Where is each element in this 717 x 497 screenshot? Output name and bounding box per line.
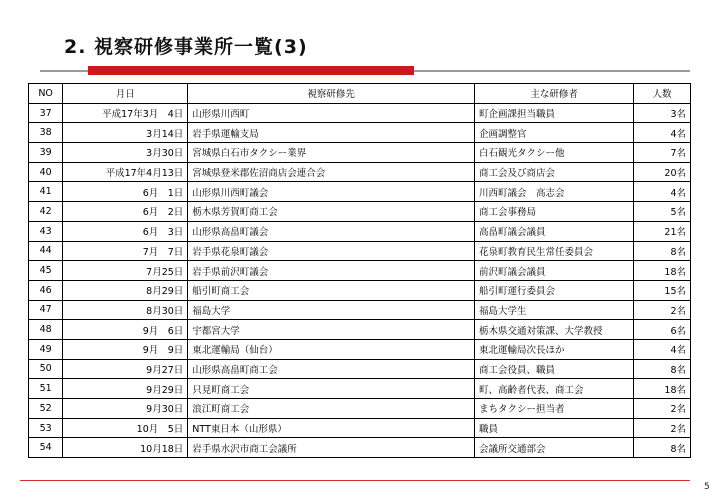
cell-main-participants: 職員 bbox=[475, 418, 634, 438]
table-row bbox=[29, 221, 691, 241]
cell-no: 47 bbox=[29, 300, 63, 320]
table-row bbox=[29, 103, 691, 123]
cell-main-participants: 商工会及び商店会 bbox=[475, 162, 634, 182]
cell-date: 10月 5日 bbox=[63, 418, 188, 438]
header-date: 月日 bbox=[63, 84, 188, 104]
table-row bbox=[29, 399, 691, 419]
cell-destination: 山形県高畠町議会 bbox=[188, 221, 475, 241]
cell-destination: 浪江町商工会 bbox=[188, 399, 475, 419]
cell-destination: 岩手県花泉町議会 bbox=[188, 241, 475, 261]
cell-main-participants: 東北運輸局次長ほか bbox=[475, 339, 634, 359]
cell-count: 4名 bbox=[634, 123, 691, 143]
cell-count: 21名 bbox=[634, 221, 691, 241]
table-row bbox=[29, 241, 691, 261]
cell-date: 3月14日 bbox=[63, 123, 188, 143]
cell-date: 6月 1日 bbox=[63, 182, 188, 202]
cell-no: 48 bbox=[29, 320, 63, 340]
header-destination: 視察研修先 bbox=[188, 84, 475, 104]
cell-count: 4名 bbox=[634, 182, 691, 202]
cell-no: 44 bbox=[29, 241, 63, 261]
cell-no: 40 bbox=[29, 162, 63, 182]
table-body bbox=[29, 103, 691, 457]
cell-destination: 福島大学 bbox=[188, 300, 475, 320]
cell-main-participants: 企画調整官 bbox=[475, 123, 634, 143]
cell-date: 6月 2日 bbox=[63, 202, 188, 222]
cell-no: 51 bbox=[29, 379, 63, 399]
visit-list-table bbox=[28, 83, 691, 458]
cell-no: 43 bbox=[29, 221, 63, 241]
table-row bbox=[29, 123, 691, 143]
cell-date: 7月25日 bbox=[63, 261, 188, 281]
cell-destination: 岩手県前沢町議会 bbox=[188, 261, 475, 281]
table-row bbox=[29, 182, 691, 202]
cell-no: 54 bbox=[29, 438, 63, 458]
footer-divider bbox=[20, 480, 690, 481]
cell-main-participants: 川西町議会 高志会 bbox=[475, 182, 634, 202]
cell-count: 15名 bbox=[634, 280, 691, 300]
table-row bbox=[29, 438, 691, 458]
table-row bbox=[29, 320, 691, 340]
cell-count: 18名 bbox=[634, 261, 691, 281]
cell-no: 38 bbox=[29, 123, 63, 143]
cell-date: 9月 6日 bbox=[63, 320, 188, 340]
page-title: 2. 視察研修事業所一覧(3) bbox=[64, 36, 308, 58]
cell-no: 49 bbox=[29, 339, 63, 359]
header-count: 人数 bbox=[634, 84, 691, 104]
cell-destination: 山形県川西町議会 bbox=[188, 182, 475, 202]
cell-date: 平成17年4月13日 bbox=[63, 162, 188, 182]
table-row bbox=[29, 300, 691, 320]
cell-count: 4名 bbox=[634, 339, 691, 359]
table-row bbox=[29, 418, 691, 438]
cell-main-participants: 船引町運行委員会 bbox=[475, 280, 634, 300]
cell-count: 8名 bbox=[634, 241, 691, 261]
cell-count: 20名 bbox=[634, 162, 691, 182]
cell-destination: 岩手県運輸支局 bbox=[188, 123, 475, 143]
cell-main-participants: 福島大学生 bbox=[475, 300, 634, 320]
cell-destination: 宇都宮大学 bbox=[188, 320, 475, 340]
cell-main-participants: 商工会事務局 bbox=[475, 202, 634, 222]
cell-date: 9月29日 bbox=[63, 379, 188, 399]
cell-main-participants: 栃木県交通対策課、大学教授 bbox=[475, 320, 634, 340]
cell-count: 7名 bbox=[634, 143, 691, 163]
table-header-row bbox=[29, 84, 691, 104]
cell-main-participants: まちタクシー担当者 bbox=[475, 399, 634, 419]
cell-date: 平成17年3月 4日 bbox=[63, 103, 188, 123]
cell-main-participants: 会議所交通部会 bbox=[475, 438, 634, 458]
table-row bbox=[29, 339, 691, 359]
cell-destination: 山形県高畠町商工会 bbox=[188, 359, 475, 379]
table-row bbox=[29, 143, 691, 163]
cell-date: 3月30日 bbox=[63, 143, 188, 163]
cell-destination: 只見町商工会 bbox=[188, 379, 475, 399]
cell-main-participants: 前沢町議会議員 bbox=[475, 261, 634, 281]
cell-no: 45 bbox=[29, 261, 63, 281]
cell-destination: 船引町商工会 bbox=[188, 280, 475, 300]
cell-no: 37 bbox=[29, 103, 63, 123]
cell-count: 5名 bbox=[634, 202, 691, 222]
cell-no: 50 bbox=[29, 359, 63, 379]
cell-destination: 東北運輸局（仙台） bbox=[188, 339, 475, 359]
cell-no: 46 bbox=[29, 280, 63, 300]
header-main-participants: 主な研修者 bbox=[475, 84, 634, 104]
cell-count: 2名 bbox=[634, 300, 691, 320]
cell-count: 2名 bbox=[634, 399, 691, 419]
title-accent-bar bbox=[88, 66, 414, 75]
table-row bbox=[29, 162, 691, 182]
cell-no: 52 bbox=[29, 399, 63, 419]
cell-date: 8月30日 bbox=[63, 300, 188, 320]
cell-main-participants: 高畠町議会議員 bbox=[475, 221, 634, 241]
cell-destination: 栃木県芳賀町商工会 bbox=[188, 202, 475, 222]
cell-destination: 岩手県水沢市商工会議所 bbox=[188, 438, 475, 458]
cell-main-participants: 花泉町教育民生常任委員会 bbox=[475, 241, 634, 261]
cell-no: 53 bbox=[29, 418, 63, 438]
cell-no: 41 bbox=[29, 182, 63, 202]
cell-date: 8月29日 bbox=[63, 280, 188, 300]
cell-count: 6名 bbox=[634, 320, 691, 340]
table-row bbox=[29, 202, 691, 222]
cell-destination: NTT東日本（山形県） bbox=[188, 418, 475, 438]
cell-destination: 宮城県白石市タクシー業界 bbox=[188, 143, 475, 163]
cell-count: 8名 bbox=[634, 359, 691, 379]
cell-date: 9月 9日 bbox=[63, 339, 188, 359]
cell-count: 18名 bbox=[634, 379, 691, 399]
table-row bbox=[29, 280, 691, 300]
cell-destination: 宮城県登米郡佐沼商店会連合会 bbox=[188, 162, 475, 182]
cell-main-participants: 町、高齢者代表、商工会 bbox=[475, 379, 634, 399]
cell-date: 9月30日 bbox=[63, 399, 188, 419]
cell-no: 42 bbox=[29, 202, 63, 222]
cell-date: 7月 7日 bbox=[63, 241, 188, 261]
cell-main-participants: 商工会役員、職員 bbox=[475, 359, 634, 379]
cell-count: 8名 bbox=[634, 438, 691, 458]
header-no: NO bbox=[29, 84, 63, 104]
cell-date: 9月27日 bbox=[63, 359, 188, 379]
table-row bbox=[29, 359, 691, 379]
table-row bbox=[29, 379, 691, 399]
page-number: 5 bbox=[704, 482, 710, 492]
cell-main-participants: 町企画課担当職員 bbox=[475, 103, 634, 123]
table-row bbox=[29, 261, 691, 281]
cell-date: 10月18日 bbox=[63, 438, 188, 458]
cell-no: 39 bbox=[29, 143, 63, 163]
cell-count: 3名 bbox=[634, 103, 691, 123]
cell-main-participants: 白石観光タクシー他 bbox=[475, 143, 634, 163]
cell-date: 6月 3日 bbox=[63, 221, 188, 241]
cell-count: 2名 bbox=[634, 418, 691, 438]
cell-destination: 山形県川西町 bbox=[188, 103, 475, 123]
